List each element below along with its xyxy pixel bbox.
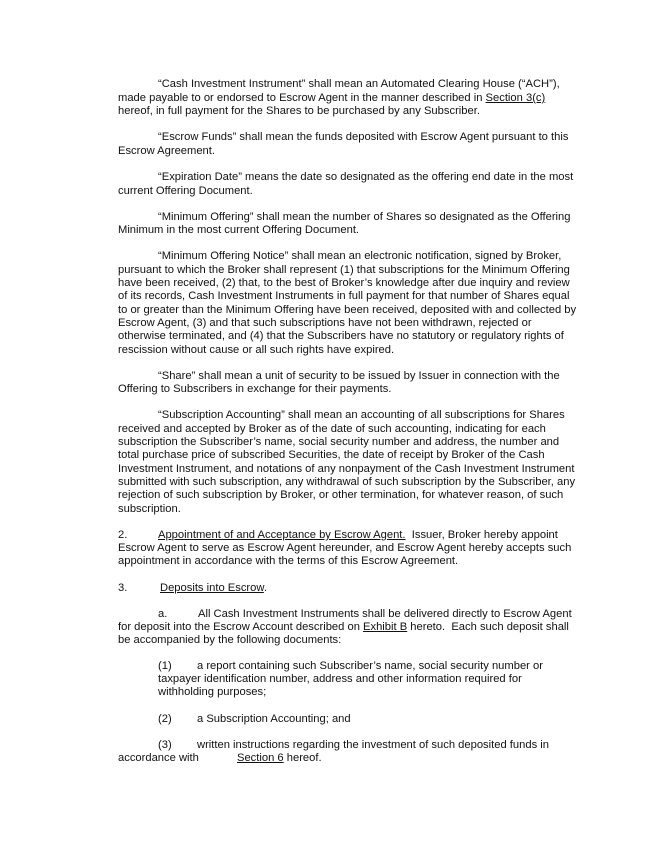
definition-subscription-accounting-line1: “Subscription Accounting” shall mean an accounting of all subscriptions for Shares bbox=[158, 409, 565, 421]
section-3a-label: a. bbox=[158, 608, 168, 620]
section-2-text: Issuer, Broker hereby appoint bbox=[405, 529, 558, 541]
definition-cash-investment-instrument-line1: “Cash Investment Instrument” shall mean an Automated Clearing House (“ACH”), bbox=[158, 78, 560, 90]
section-3a-line2 bbox=[118, 621, 569, 634]
definition-minimum-offering-line1: “Minimum Offering” shall mean the number of Shares so designated as the Offering bbox=[158, 211, 571, 223]
definition-subscription-accounting-line4: total purchase price of subscribed Securities, the date of receipt by Broker of the Cash bbox=[118, 449, 545, 461]
section-2-line2: Escrow Agent to serve as Escrow Agent hereunder, and Escrow Agent hereby accepts such bbox=[118, 542, 572, 554]
section-2-number: 2. bbox=[118, 529, 128, 541]
item-1-label: (1) bbox=[158, 660, 172, 672]
definition-share-line1: “Share” shall mean a unit of security to be issued by Issuer in connection with the bbox=[158, 370, 560, 382]
definition-minimum-offering-notice-line7: otherwise terminated, and (4) that the Subscribers have no statutory or regulatory rights of bbox=[118, 330, 564, 342]
exhibit-b-reference: Exhibit B bbox=[363, 621, 408, 633]
definition-subscription-accounting-line6: submitted with such subscription, any withdrawal of such subscription by the Subscriber, any bbox=[118, 476, 576, 488]
definition-text: made payable to or endorsed to Escrow Agent in the manner described in bbox=[118, 92, 486, 104]
definition-cash-investment-instrument-line3: hereof, in full payment for the Shares to be purchased by any Subscriber. bbox=[118, 105, 480, 117]
definition-minimum-offering-notice-line4: of its records, Cash Investment Instruments in full payment for that number of Shares equal bbox=[118, 290, 570, 302]
item-2-label: (2) bbox=[158, 713, 172, 725]
item-3-line2-a: accordance with bbox=[118, 752, 199, 764]
definition-minimum-offering-notice-line8: rescission without cause or all such rights have expired. bbox=[118, 344, 395, 356]
section-2-line3: appointment in accordance with the terms of this Escrow Agreement. bbox=[118, 555, 459, 567]
section-3a-line1: All Cash Investment Instruments shall be delivered directly to Escrow Agent bbox=[198, 608, 572, 620]
section-6-reference: Section 6 bbox=[237, 752, 284, 764]
definition-subscription-accounting-line3: subscription the Subscriber’s name, social security number and address, the number and bbox=[118, 436, 560, 448]
section-3c-reference: Section 3(c) bbox=[485, 92, 546, 104]
definition-cash-investment-instrument-line2 bbox=[118, 92, 545, 105]
section-3a-text: for deposit into the Escrow Account described on bbox=[118, 621, 364, 633]
section-3a-line3: be accompanied by the following documents: bbox=[118, 634, 342, 646]
section-3a-text-cont: hereto. Each such deposit shall bbox=[407, 621, 569, 633]
section-3-heading-line bbox=[160, 582, 267, 595]
item-1-line1: a report containing such Subscriber’s name, social security number or bbox=[197, 660, 543, 672]
definition-minimum-offering-line2: Minimum in the most current Offering Document. bbox=[118, 224, 360, 236]
item-3-line2-b bbox=[237, 752, 322, 765]
definition-minimum-offering-notice-line5: to or greater than the Minimum Offering have been received, deposited with and collected by bbox=[118, 304, 577, 316]
definition-subscription-accounting-line5: Investment Instrument, and notations of any nonpayment of the Cash Investment Instrument bbox=[118, 463, 575, 475]
section-2-heading-line bbox=[158, 529, 558, 542]
definition-subscription-accounting-line2: received and accepted by Broker as of the date of such accounting, indicating for each bbox=[118, 423, 546, 435]
definition-minimum-offering-notice-line2: pursuant to which the Broker shall represent (1) that subscriptions for the Minimum Offering bbox=[118, 264, 570, 276]
item-2-line1: a Subscription Accounting; and bbox=[197, 713, 351, 725]
item-3-label: (3) bbox=[158, 739, 172, 751]
definition-minimum-offering-notice-line3: have been received, (2) that, to the best of Broker’s knowledge after due inquiry and review bbox=[118, 277, 570, 289]
section-2-heading: Appointment of and Acceptance by Escrow Agent. bbox=[158, 529, 406, 541]
item-1-line2: taxpayer identification number, address and other information required for bbox=[158, 673, 522, 685]
item-3-text: hereof. bbox=[283, 752, 322, 764]
section-3-heading-period: . bbox=[263, 582, 267, 594]
definition-escrow-funds-line2: Escrow Agreement. bbox=[118, 145, 215, 157]
definition-subscription-accounting-line7: rejection of such subscription by Broker, or other termination, for whatever reason, of such bbox=[118, 489, 564, 501]
definition-expiration-date-line1: “Expiration Date” means the date so designated as the offering end date in the most bbox=[158, 171, 574, 183]
definition-minimum-offering-notice-line1: “Minimum Offering Notice” shall mean an electronic notification, signed by Broker, bbox=[158, 250, 562, 262]
definition-share-line2: Offering to Subscribers in exchange for their payments. bbox=[118, 383, 392, 395]
item-3-line1: written instructions regarding the investment of such deposited funds in bbox=[197, 739, 549, 751]
section-3-number: 3. bbox=[118, 582, 128, 594]
definition-minimum-offering-notice-line6: Escrow Agent, (3) and that such subscriptions have not been withdrawn, rejected or bbox=[118, 317, 532, 329]
definition-escrow-funds-line1: “Escrow Funds” shall mean the funds deposited with Escrow Agent pursuant to this bbox=[158, 131, 569, 143]
definition-expiration-date-line2: current Offering Document. bbox=[118, 185, 253, 197]
definition-subscription-accounting-line8: subscription. bbox=[118, 503, 181, 515]
item-1-line3: withholding purposes; bbox=[158, 686, 267, 698]
section-3-heading: Deposits into Escrow bbox=[160, 582, 264, 594]
